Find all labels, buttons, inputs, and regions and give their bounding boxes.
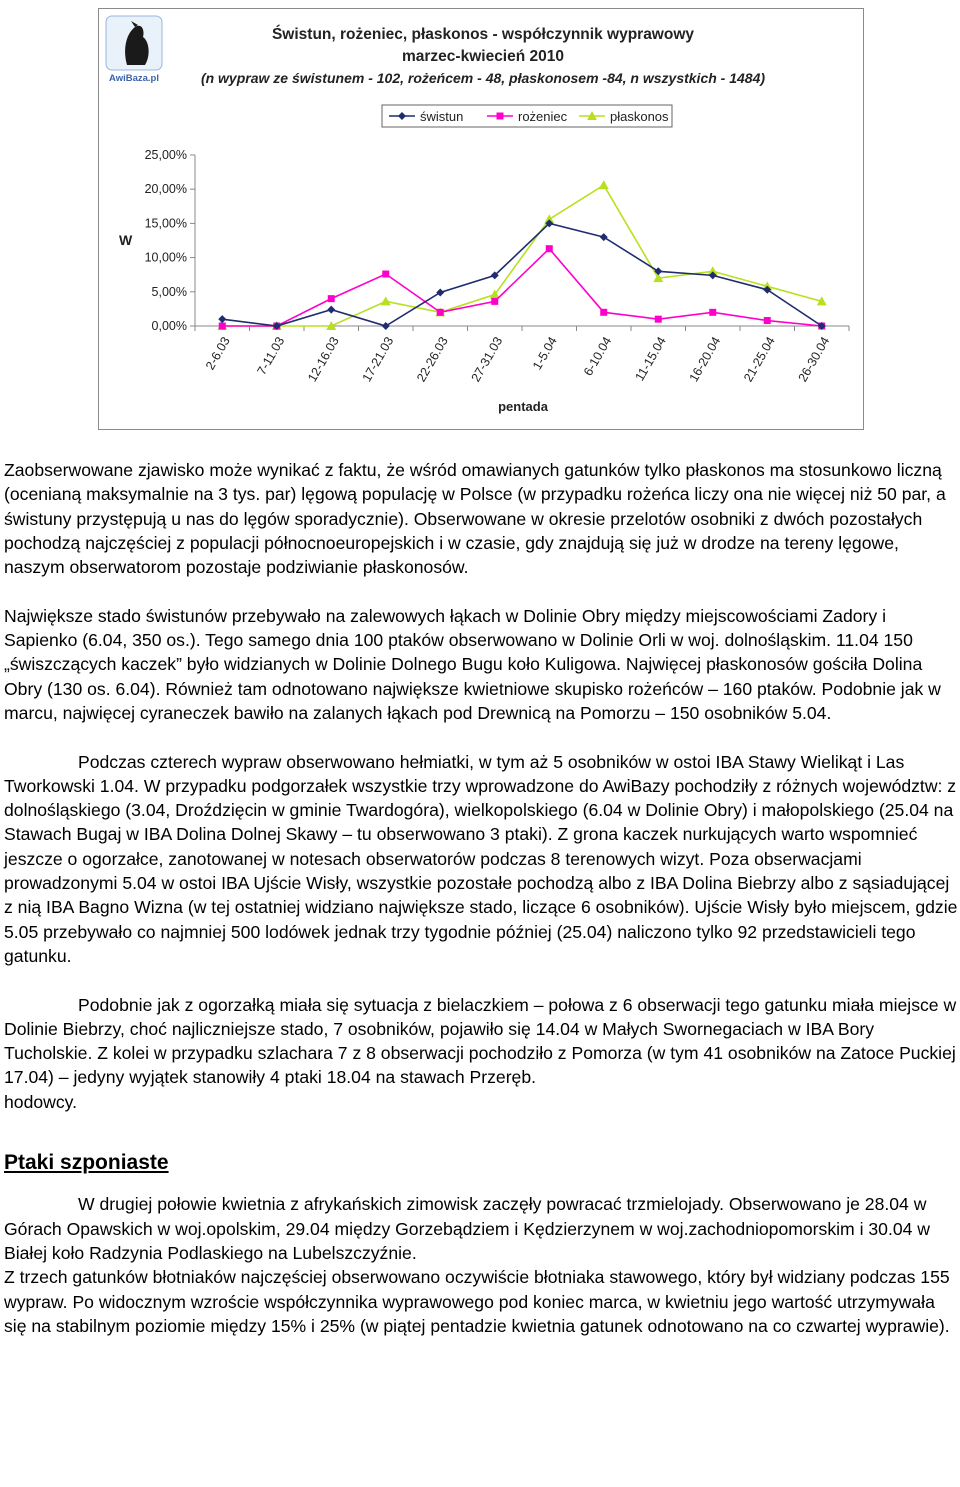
y-tick-label: 0,00% <box>151 319 187 333</box>
y-tick-label: 10,00% <box>144 250 187 265</box>
x-tick-label: 27-31.03 <box>468 334 506 385</box>
x-tick-label: 7-11.03 <box>254 334 288 378</box>
legend-label: płaskonos <box>610 109 669 124</box>
chart-subtitle: marzec-kwiecień 2010 <box>402 48 564 65</box>
data-point <box>382 322 390 330</box>
y-tick-label: 15,00% <box>144 216 187 231</box>
data-point <box>600 233 608 241</box>
paragraph: W drugiej połowie kwietnia z afrykańskich zimowisk zaczęły powracać trzmielojady. Obserwowano je 28.04 w Górach Opawskich w woj.opolskim, 29.04 między Gorzebądziem i Kędzierzynem w woj.zachodniopomorskim i 30.04 w Białej koło Radzynia Podlaskiego na Lubelszczyźnie. <box>4 1194 931 1263</box>
paragraph: Zaobserwowane zjawisko może wynikać z faktu, że wśród omawianych gatunków tylko płaskonos ma stosunkowo liczną (ocenianą maksymalnie na 3 tys. par) lęgową populację w Polsce (w przypadku rożeńca liczy ona nie więcej niż 50 par, a świstuny przystępują u nas do lęgów sporadycznie). Obserwowane w okresie przelotów osobniki z dwóch pozostałych pochodzą najczęściej z populacji północnoeuropejskich i w czasie, gdy znajdują się już w drodze na tereny lęgowe, naszym obserwatorom pozostaje podziwianie płaskonosów. <box>4 460 946 578</box>
data-point <box>219 323 226 330</box>
paragraph: Podczas czterech wypraw obserwowano hełmiatki, w tym aż 5 osobników w ostoi IBA Stawy Wielikąt i Las Tworkowski 1.04. W przypadku podgorzałek wszystkie trzy wprowadzone do AwiBazy pochodziły z różnych województw: z dolnośląskiego (3.04, Droździęcin w gminie Twardogóra), wielkopolskiego (6.04 w Dolinie Obry) i małopolskiego (25.04 na Stawach Bugaj w IBA Dolina Dolnej Skawy – tu obserwowano 3 ptaki). Z grona kaczek nurkujących warto wspomnieć jeszcze o ogorzałce, zanotowanej w notesach obserwatorów podczas 8 terenowych wizyt. Poza obserwacjami prowadzonymi 5.04 w ostoi IBA Ujście Wisły, wszystkie pozostałe pochodzą albo z IBA Dolina Biebrzy albo z sąsiadującej z nią IBA Bagno Wizna (w tej ostatniej widziano największe stado, liczące 6 osobników). Ujście Wisły było miejscem, gdzie 5.05 przebywało co najmniej 500 lodówek jednak trzy tygodnie później (25.04) naliczono tylko 92 przedstawicieli tego gatunku. <box>4 751 958 966</box>
data-point <box>600 309 607 316</box>
data-point <box>328 295 335 302</box>
paragraph: Największe stado świstunów przebywało na zalewowych łąkach w Dolinie Obry między miejscowościami Zadory i Sapienko (6.04, 350 os.). Tego samego dnia 100 ptaków obserwowano w Dolinie Orli w woj. dolnośląskim. 11.04 150 „świszczących kaczek” było widzianych w Dolinie Dolnego Bugu koło Kuligowa. Najwięcej płaskonosów gościła Dolina Obry (130 os. 6.04). Również tam odnotowano największe kwietniowe skupisko rożeńców – 160 ptaków. Podobnie jak w marcu, najwięcej cyraneczek bawiło na zalanych łąkach pod Drewnicą na Pomorzu – 150 osobników 5.04. <box>4 605 941 723</box>
series-line-płaskonos <box>222 185 822 326</box>
x-tick-label: 2-6.03 <box>202 334 233 373</box>
data-point <box>327 306 335 314</box>
data-point <box>599 180 609 189</box>
y-tick-label: 20,00% <box>144 182 187 197</box>
y-tick-label: 25,00% <box>144 148 187 162</box>
paragraph: Z trzech gatunków błotniaków najczęściej obserwowano oczywiście błotniaka stawowego, który był widziany podczas 155 wypraw. Po widocznym wzroście współczynnika wyprawowego pod koniec marca, w kwietniu jego wartość utrzymywała się na stabilnym poziomie między 15% i 25% (w piątej pentadzie kwietnia gatunek odnotowano na co czwartej wyprawie). <box>4 1267 950 1336</box>
x-tick-label: 12-16.03 <box>305 334 342 385</box>
data-point <box>382 271 389 278</box>
chart-legend <box>389 109 669 124</box>
section-heading: Ptaki szponiaste <box>4 1151 169 1175</box>
data-point <box>381 296 391 305</box>
data-point <box>655 316 662 323</box>
x-tick-label: 17-21.03 <box>359 334 397 385</box>
data-point <box>436 288 444 296</box>
x-tick-label: 11-15.04 <box>632 334 669 384</box>
data-point <box>218 315 226 323</box>
data-point <box>764 317 771 324</box>
x-tick-label: 26-30.04 <box>795 334 833 385</box>
data-point <box>546 245 553 252</box>
legend-label: rożeniec <box>518 109 568 124</box>
x-tick-label: 21-25.04 <box>741 334 778 385</box>
paragraph: Podobnie jak z ogorzałką miała się sytuacja z bielaczkiem – połowa z 6 obserwacji tego gatunku miała miejsce w Dolinie Biebrzy, choć najliczniejsze stado, 7 osobników, pojawiło się 14.04 w Małych Swornegaciach w IBA Bory Tucholskie. Z kolei w przypadku szlachara 7 z 8 obserwacji pochodziło z Pomorza (w tym 41 osobników na Zatoce Puckiej 17.04) – jedyny wyjątek stanowiły 4 ptaki 18.04 na stawach Przeręb. <box>4 994 957 1088</box>
data-point <box>491 298 498 305</box>
y-tick-label: 5,00% <box>151 284 187 299</box>
x-tick-label: 22-26.03 <box>414 334 451 385</box>
article-text <box>4 458 958 1338</box>
paragraph: hodowcy. <box>4 1091 78 1112</box>
y-axis-label: W <box>119 232 133 248</box>
data-point <box>497 113 504 120</box>
chart-note: (n wypraw ze świstunem - 102, rożeńcem - 48, płaskonosem -84, n wszystkich - 1484) <box>200 70 766 86</box>
chart-figure <box>98 8 864 430</box>
chart-title: Świstun, rożeniec, płaskonos - współczynnik wyprawowy <box>271 26 695 43</box>
x-axis-label: pentada <box>498 399 548 414</box>
x-tick-label: 1-5.04 <box>529 334 560 373</box>
data-point <box>437 309 444 316</box>
x-tick-label: 6-10.04 <box>581 334 615 379</box>
data-point <box>709 309 716 316</box>
logo-text: AwiBaza.pl <box>109 73 159 84</box>
series-line-rożeniec <box>222 249 822 326</box>
legend-label: świstun <box>420 109 464 124</box>
x-tick-label: 16-20.04 <box>686 334 724 385</box>
line-chart <box>99 9 865 431</box>
